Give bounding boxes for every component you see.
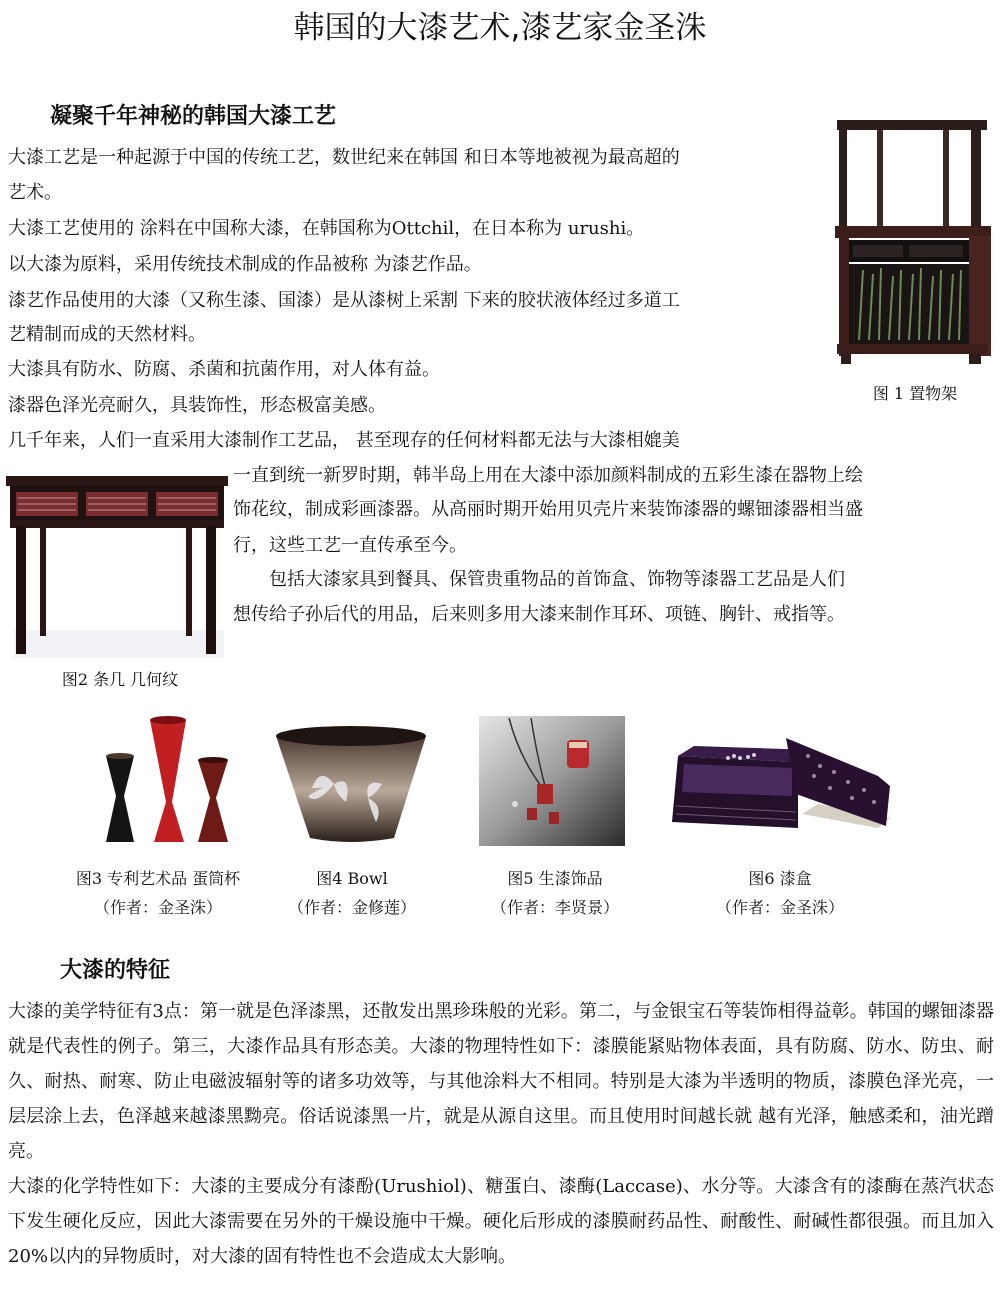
figure-caption: 图 1 置物架 [872,384,958,403]
figure-caption: 图4 Bowl [316,869,388,888]
figure-author: （作者：金圣洙） [93,898,222,917]
figure-caption: 图6 漆盒 [748,869,812,888]
paragraph: 大漆的美学特征有3点：第一就是色泽漆黑，还散发出黑珍珠般的光彩。第二，与金银宝石等装饰相得益彰。韩国的螺钿漆器就是代表性的例子。第三，大漆作品具有形态美。大漆的物理特性如下：漆膜能紧贴物体表面，具有防腐、防水、防虫、耐久、耐热、耐寒、防止电磁波辐射等的诸多功效等，与其他涂料大不相同。特别是大漆为半透明的物质，漆膜色泽光亮，一层层涂上去，色泽越来越漆黑黝亮。俗话说漆黑一片，就是从源自这里。而且使用时间越长就 越有光泽，触感柔和，油光蹭亮。 [8,1001,994,1162]
lacquer-bowl-photo [272,722,430,846]
paragraph-line: 以大漆为原料，采用传统技术制成的作品被称 为漆艺作品。 [8,254,482,275]
shelf-photo [833,118,993,368]
paragraph-line: 饰花纹，制成彩画漆器。从高丽时期开始用贝壳片来装饰漆器的螺钿漆器相当盛 [233,499,863,520]
paragraph-line: 想传给子孙后代的用品，后来则多用大漆来制作耳环、项链、胸针、戒指等。 [233,604,845,625]
paragraph-line: 行，这些工艺一直传承至今。 [233,535,467,556]
figure-author: （作者：金修莲） [287,898,416,917]
paragraph-line: 艺术。 [8,182,62,203]
cone-cups-photo [100,714,240,848]
figure-author: （作者：金圣洙） [715,898,844,917]
paragraph-line: 几千年来，人们一直采用大漆制作工艺品， 甚至现存的任何材料都无法与大漆相媲美 [8,430,680,451]
paragraph-line: 漆器色泽光亮耐久，具装饰性，形态极富美感。 [8,395,386,416]
figure-caption: 图5 生漆饰品 [507,869,603,888]
paragraph-line: 大漆工艺是一种起源于中国的传统工艺，数世纪来在韩国 和日本等地被视为最高超的 [8,147,680,168]
paragraph-line: 一直到统一新罗时期，韩半岛上用在大漆中添加颜料制成的五彩生漆在器物上绘 [233,465,863,486]
section-heading-1: 凝聚千年神秘的韩国大漆工艺 [50,104,337,129]
paragraph-line: 大漆工艺使用的 涂料在中国称大漆，在韩国称为Ottchil，在日本称为 urushi。 [8,218,645,239]
jewelry-photo [479,716,625,846]
paragraph-line: 大漆具有防水、防腐、杀菌和抗菌作用，对人体有益。 [8,359,440,380]
page-title: 韩国的大漆艺术,漆艺家金圣洙 [293,10,707,46]
paragraph-line: 漆艺作品使用的大漆（又称生漆、国漆）是从漆树上采割 下来的胶状液体经过多道工 [8,290,680,311]
lacquer-box-photo [668,736,892,840]
paragraph: 大漆的化学特性如下：大漆的主要成分有漆酚(Urushiol)、糖蛋白、漆酶(Laccase)、水分等。大漆含有的漆酶在蒸汽状态下发生硬化反应，因此大漆需要在另外的干燥设施中干燥。硬化后形成的漆膜耐药品性、耐酸性、耐碱性都很强。而且加入20%以内的异物质时，对大漆的固有特性也不会造成太大影响。 [8,1176,994,1267]
figure-author: （作者：李贤景） [490,898,619,917]
paragraph-line: 包括大漆家具到餐具、保管贵重物品的首饰盒、饰物等漆器工艺品是人们 [233,569,845,590]
paragraph-line: 艺精制而成的天然材料。 [8,324,206,345]
section-heading-2: 大漆的特征 [60,958,171,983]
console-table-photo [6,470,228,660]
figure-caption: 图3 专利艺术品 蛋筒杯 [75,869,241,888]
figure-caption: 图2 条几 几何纹 [61,670,179,689]
